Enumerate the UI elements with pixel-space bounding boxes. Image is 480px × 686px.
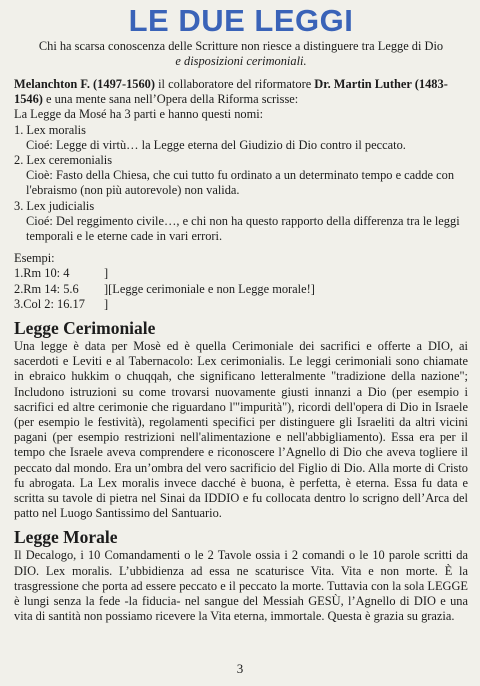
example-row <box>14 282 468 297</box>
law-description: Cioé: Legge di virtù… la Legge eterna del Giudizio di Dio contro il peccato. <box>26 137 406 152</box>
examples-block <box>14 251 468 312</box>
law-item <box>14 123 468 153</box>
examples-label: Esempi: <box>14 251 55 266</box>
intro-text-1: il collaboratore del riformatore <box>155 77 315 91</box>
law-heading: 2. Lex ceremonialis <box>14 153 113 168</box>
section-heading-morale: Legge Morale <box>14 527 118 548</box>
intro-text-2: e una mente sana nell’Opera della Riforma scrisse: <box>42 92 299 107</box>
page-number: 3 <box>236 661 244 676</box>
page <box>14 0 468 625</box>
subtitle-line-2: e disposizioni cerimoniali. <box>175 54 307 68</box>
law-item <box>14 153 468 199</box>
example-reference: 2.Rm 14: 5.6 <box>14 281 79 296</box>
page-title: LE DUE LEGGI <box>128 3 354 38</box>
section-text-morale: Il Decalogo, i 10 Comandamenti o le 2 Tavole ossia i 2 comandi o le 10 parole scritti da DIO. Lex moralis. L’ubbidienza ad essa ne scaturisce Vita. Vita e non morte. È la trasgressione che porta ad essere peccato e il peccato la morte. Tuttavia con la sola LEGGE è lungi senza la fede -la fiducia- nel sangue del Messiah GESÙ, l’Agnello di DIO e una vita di santità non possiamo ricevere la Vita eterna, immortale. Questa è grazia su grazia. <box>14 548 468 624</box>
law-heading: 1. Lex moralis <box>14 122 86 137</box>
example-note: ] <box>104 296 109 311</box>
example-row <box>14 266 468 281</box>
intro-lead: La Legge da Mosé ha 3 parti e hanno questi nomi: <box>14 107 264 122</box>
example-row <box>14 297 468 312</box>
example-note: ] <box>104 266 109 281</box>
section-text-cerimoniale: Una legge è data per Mosè ed è quella Cerimoniale dei sacrifici e offerte a DIO, ai sacerdoti e Leviti e al Tabernacolo: Lex cerimonialis. Le leggi cerimoniali sono chiamate in ebraico hukkim o chuqqah, che significano letteralmente "tradizione della nazione"; Includono istruzioni su come trovarsi nuovamente giusti innanzi a Dio (per esempio i sacrifici ed altre cerimonie che riguardano l'"impurità"), ricordi dell'opera di Dio in Israele (per esempio le festività), regolamenti specifici per distinguere gli Israeliti da altri vicini pagani (per esempio restrizioni nell'alimentazione e nell'abbigliamento). Essa era per il tempo che Israele aveva comprendere e riconoscere l’Agnello di Dio che aveva togliere il peccato dal mondo. Era un’ombra del vero sacrificio del Figlio di Dio. Alla morte di Cristo fu abrogata. La Lex moralis invece dacché è buona, è perfetta, è eterna. Essa fu data e scritta su tavole di pietra nel Sinai da IDDIO e fu collocata dentro lo scrigno dell’Arca del patto nel Luogo Santissimo del Santuario. <box>14 339 468 521</box>
subtitle-line-1: Chi ha scarsa conoscenza delle Scritture non riesce a distinguere tra Legge di Dio <box>38 39 444 53</box>
example-reference: 1.Rm 10: 4 <box>14 266 70 281</box>
example-reference: 3.Col 2: 16.17 <box>14 296 85 311</box>
law-item <box>14 199 468 245</box>
law-heading: 3. Lex judicialis <box>14 198 95 213</box>
luther-name: Dr. Martin Luther (1483-1546) <box>14 77 448 107</box>
section-heading-cerimoniale: Legge Cerimoniale <box>14 318 156 339</box>
intro-paragraph <box>14 77 468 244</box>
example-note: ][Legge cerimoniale e non Legge morale!] <box>104 281 315 296</box>
law-description: Cioè: Fasto della Chiesa, che cui tutto fu ordinato a un determinato tempo e cadde con l'ebraismo (non più autorevole) non valida. <box>26 168 455 198</box>
subtitle <box>14 39 468 69</box>
law-description: Cioé: Del reggimento civile…, e chi non ha questo rapporto della differenza tra le leggi temporali e le eterne cade in vari errori. <box>26 213 460 244</box>
author-name: Melanchton F. (1497-1560) <box>14 77 155 91</box>
